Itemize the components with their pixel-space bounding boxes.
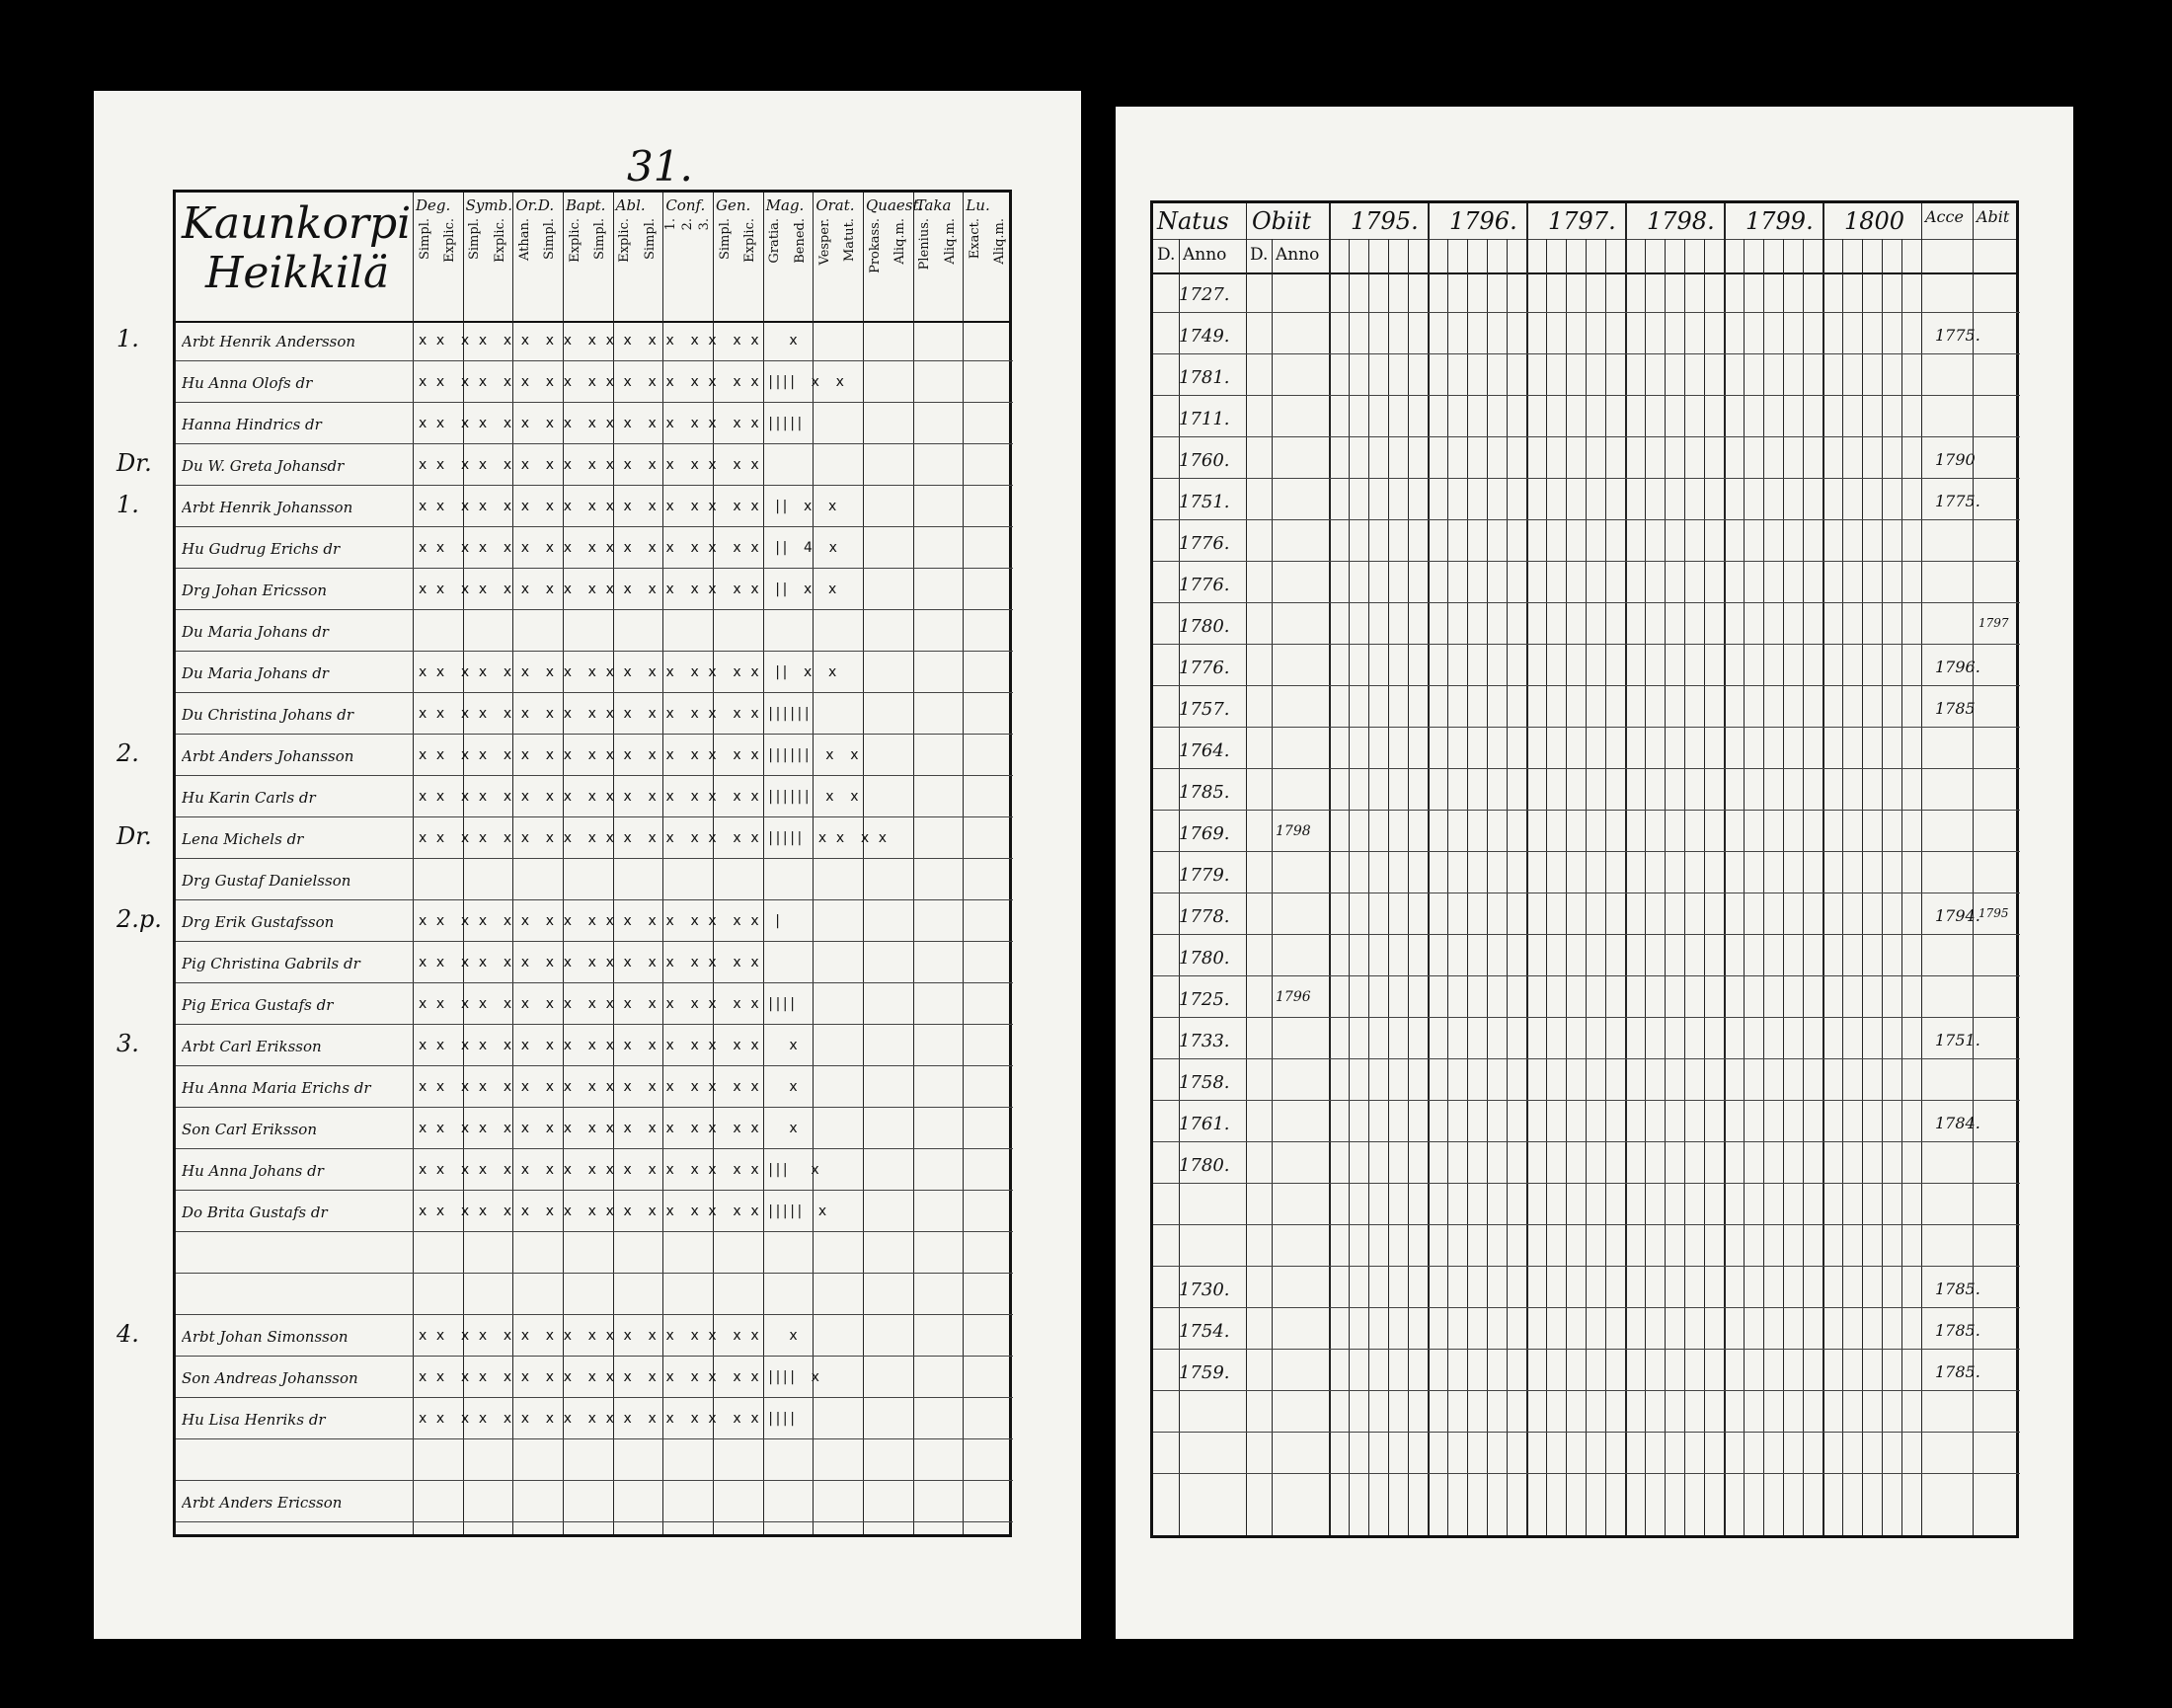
person-name: Arbt Anders Johansson [182, 747, 354, 765]
column-subheader: Explic. [442, 218, 457, 263]
row-divider [176, 485, 1013, 486]
register-row [116, 1316, 1013, 1356]
household-number: Dr. [116, 822, 152, 850]
register-row [176, 943, 1013, 982]
birth-year: 1780. [1179, 1155, 1230, 1176]
birth-year: 1776. [1179, 658, 1230, 678]
register-row [116, 901, 1013, 941]
register-row [1153, 729, 2020, 768]
register-row [1153, 314, 2020, 353]
row-divider [176, 609, 1013, 610]
register-row [176, 1150, 1013, 1190]
exam-marks: x x x x x x x x x x x x x x x x x |||||| [419, 706, 813, 722]
row-divider [1153, 934, 2020, 935]
exam-marks: x x x x x x x x x x x x x x x x x |||||| x x [419, 789, 862, 805]
person-name: Du Maria Johans dr [182, 623, 329, 641]
row-divider [1153, 727, 2020, 728]
year-header: Obiit [1252, 207, 1312, 235]
row-divider [1153, 1183, 2020, 1184]
exam-marks: x x x x x x x x x x x x x x x x x x [419, 1038, 801, 1053]
exam-marks: x x x x x x x x x x x x x x x x x [419, 457, 762, 473]
person-name: Lena Michels dr [182, 830, 304, 848]
birth-year: 1725. [1179, 989, 1230, 1010]
year-header: 1799. [1745, 207, 1814, 235]
row-divider [1153, 353, 2020, 354]
household-number: 4. [116, 1320, 139, 1348]
row-divider [176, 1314, 1013, 1315]
year-header: 1800 [1844, 207, 1905, 235]
row-divider [176, 1231, 1013, 1232]
column-subheader: Aliq.m. [992, 218, 1008, 265]
exam-marks: x x x x x x x x x x x x x x x x x x [419, 1079, 801, 1095]
column-subheader: Vesper. [817, 218, 832, 266]
column-header: Abl. [615, 196, 646, 214]
register-row [1153, 355, 2020, 395]
arrival-year: 1785. [1935, 1362, 1980, 1381]
column-header: Lu. [966, 196, 990, 214]
register-row [176, 1399, 1013, 1438]
row-divider [1153, 519, 2020, 520]
register-row [1153, 438, 2020, 478]
household-number: 1. [116, 325, 139, 352]
register-row [176, 860, 1013, 899]
register-row [1153, 936, 2020, 975]
column-subheader: Gratia. [767, 218, 783, 264]
row-divider [176, 982, 1013, 983]
birth-year: 1754. [1179, 1321, 1230, 1342]
column-subheader: Prokass. [867, 218, 883, 273]
register-row [176, 528, 1013, 568]
column-header: Conf. [665, 196, 706, 214]
column-header: Symb. [465, 196, 512, 214]
row-divider [1153, 1058, 2020, 1059]
exam-marks: x x x x x x x x x x x x x x x x x |||| x [419, 1369, 822, 1385]
register-row [1153, 812, 2020, 851]
row-divider [1153, 1307, 2020, 1308]
column-subheader: Explic. [617, 218, 633, 263]
household-number: 2.p. [116, 905, 162, 933]
birth-year: 1711. [1179, 409, 1230, 429]
column-subheader: Explic. [567, 218, 582, 263]
row-divider [1153, 1432, 2020, 1433]
column-subheader: 2. [679, 218, 695, 231]
register-row [1153, 1434, 2020, 1473]
row-divider [1153, 1100, 2020, 1101]
column-subheader: Matut. [842, 218, 858, 263]
register-row [176, 1067, 1013, 1107]
year-header: 1795. [1351, 207, 1419, 235]
row-divider [1153, 768, 2020, 769]
register-row [1153, 646, 2020, 685]
row-divider [1153, 1473, 2020, 1474]
death-year: 1796 [1276, 989, 1311, 1005]
village-name: Kaunkorpi [182, 198, 412, 249]
row-divider [176, 1273, 1013, 1274]
exam-marks: x x x x x x x x x x x x x x x x x ||| x [419, 1162, 822, 1178]
person-name: Drg Johan Ericsson [182, 582, 328, 599]
column-subheader: Anno [1183, 245, 1227, 265]
register-row [176, 362, 1013, 402]
column-subheader: Simpl. [467, 218, 483, 261]
register-row [176, 1440, 1013, 1480]
row-divider [1153, 561, 2020, 562]
person-name: Do Brita Gustafs dr [182, 1203, 328, 1221]
exam-marks: x x x x x x x x x x x x x x x x x x [419, 1328, 801, 1344]
dates-table [1150, 200, 2019, 1538]
register-row [1153, 770, 2020, 810]
household-number: 2. [116, 739, 139, 767]
row-divider [1153, 1141, 2020, 1142]
birth-year: 1757. [1179, 699, 1230, 720]
farm-name: Heikkilä [205, 248, 390, 298]
register-row [176, 1275, 1013, 1314]
death-year: 1798 [1276, 823, 1311, 839]
row-divider [1153, 1266, 2020, 1267]
row-divider [1153, 395, 2020, 396]
arrival-year: 1785 [1935, 699, 1976, 718]
column-header: Mag. [765, 196, 805, 214]
year-header: Natus [1157, 207, 1229, 235]
row-divider [176, 1024, 1013, 1025]
register-row [1153, 1185, 2020, 1224]
column-subheader: Athan. [517, 218, 532, 262]
column-subheader: D. [1250, 245, 1269, 265]
column-header: Taka [915, 196, 952, 214]
register-row [176, 1233, 1013, 1273]
register-row [1153, 1392, 2020, 1432]
register-row [1153, 687, 2020, 727]
arrival-year: 1785. [1935, 1280, 1980, 1298]
person-name: Hanna Hindrics dr [182, 416, 322, 433]
header-divider [1153, 239, 2016, 240]
register-row [1153, 397, 2020, 436]
column-subheader: 1. [662, 218, 678, 231]
arrival-year: 1785. [1935, 1321, 1980, 1340]
birth-year: 1780. [1179, 616, 1230, 637]
column-subheader: Simpl. [642, 218, 658, 261]
row-divider [176, 651, 1013, 652]
person-name: Hu Karin Carls dr [182, 789, 316, 807]
departure-note: 1795 [1978, 906, 2009, 920]
row-divider [176, 1148, 1013, 1149]
person-name: Arbt Carl Eriksson [182, 1038, 322, 1055]
row-divider [1153, 436, 2020, 437]
register-row [176, 570, 1013, 609]
birth-year: 1769. [1179, 823, 1230, 844]
exam-marks: x x x x x x x x x x x x x x x x x |||| [419, 996, 798, 1012]
register-row [176, 777, 1013, 816]
birth-year: 1778. [1179, 906, 1230, 927]
person-name: Drg Gustaf Danielsson [182, 872, 351, 890]
person-name: Du Maria Johans dr [182, 664, 329, 682]
exam-marks: x x x x x x x x x x x x x x x x x ||||| x x x x [419, 830, 890, 846]
row-divider [1153, 1349, 2020, 1350]
register-row [1153, 1268, 2020, 1307]
household-number: 1. [116, 491, 139, 518]
register-row [1153, 1102, 2020, 1141]
person-name: Drg Erik Gustafsson [182, 913, 335, 931]
register-row [1153, 521, 2020, 561]
person-name: Arbt Henrik Johansson [182, 499, 353, 516]
exam-marks: x x x x x x x x x x x x x x x x x |||| x x [419, 374, 847, 390]
register-row [176, 404, 1013, 443]
birth-year: 1780. [1179, 948, 1230, 969]
arrival-year: 1751. [1935, 1031, 1980, 1049]
birth-year: 1759. [1179, 1362, 1230, 1383]
row-divider [176, 816, 1013, 817]
exam-marks: x x x x x x x x x x x x x x x x x x [419, 333, 801, 349]
column-subheader: Simpl. [592, 218, 607, 261]
catechism-table [116, 190, 1012, 1537]
departure-note: 1797 [1978, 616, 2009, 630]
exam-marks: x x x x x x x x x x x x x x x x x | [419, 913, 783, 929]
birth-year: 1760. [1179, 450, 1230, 471]
row-divider [176, 692, 1013, 693]
birth-year: 1730. [1179, 1280, 1230, 1300]
register-row [1153, 604, 2020, 644]
arrival-year: 1784. [1935, 1114, 1980, 1132]
register-row [1153, 853, 2020, 893]
column-header: Quaest. [866, 196, 924, 214]
row-divider [176, 1480, 1013, 1481]
person-name: Pig Erica Gustafs dr [182, 996, 334, 1014]
register-row [176, 1109, 1013, 1148]
register-row [1153, 1226, 2020, 1266]
register-row [116, 487, 1013, 526]
left-page [94, 91, 1081, 1639]
row-divider [1153, 478, 2020, 479]
exam-marks: x x x x x x x x x x x x x x x x x || x x [419, 499, 839, 514]
row-divider [1153, 1224, 2020, 1225]
row-divider [176, 1356, 1013, 1357]
birth-year: 1776. [1179, 575, 1230, 595]
register-row [176, 1482, 1013, 1521]
row-divider [176, 526, 1013, 527]
person-name: Arbt Johan Simonsson [182, 1328, 349, 1346]
register-row [1153, 977, 2020, 1017]
birth-year: 1733. [1179, 1031, 1230, 1051]
person-name: Du Christina Johans dr [182, 706, 354, 724]
birth-year: 1781. [1179, 367, 1230, 388]
row-divider [1153, 810, 2020, 811]
column-subheader: Simpl. [542, 218, 558, 261]
column-header: Gen. [716, 196, 751, 214]
year-header: 1796. [1449, 207, 1517, 235]
birth-year: 1727. [1179, 284, 1230, 305]
person-name: Hu Anna Olofs dr [182, 374, 313, 392]
column-subheader: Explic. [742, 218, 757, 263]
row-divider [1153, 602, 2020, 603]
column-subheader: Bened. [792, 218, 808, 264]
row-divider [1153, 851, 2020, 852]
register-row [1153, 1143, 2020, 1183]
column-subheader: Simpl. [717, 218, 733, 261]
person-name: Son Andreas Johansson [182, 1369, 358, 1387]
column-subheader: Plenius. [917, 218, 933, 271]
register-row [116, 1026, 1013, 1065]
row-divider [176, 568, 1013, 569]
row-divider [1153, 1017, 2020, 1018]
register-row [176, 1192, 1013, 1231]
row-divider [176, 941, 1013, 942]
register-row [116, 445, 1013, 485]
exam-marks: x x x x x x x x x x x x x x x x x ||||| [419, 416, 805, 431]
row-divider [176, 1438, 1013, 1439]
arrival-year: 1775. [1935, 492, 1980, 510]
column-subheader: 3. [696, 218, 712, 231]
year-header: 1798. [1647, 207, 1715, 235]
row-divider [1153, 685, 2020, 686]
register-row [176, 1358, 1013, 1397]
arrival-year: 1794. [1935, 906, 1980, 925]
column-subheader: Anno [1276, 245, 1320, 265]
row-divider [176, 858, 1013, 859]
exam-marks: x x x x x x x x x x x x x x x x x |||||| x x [419, 747, 862, 763]
register-row [176, 984, 1013, 1024]
row-divider [176, 1107, 1013, 1108]
year-header: 1797. [1548, 207, 1616, 235]
register-row [1153, 563, 2020, 602]
row-divider [176, 1397, 1013, 1398]
column-header: Deg. [416, 196, 451, 214]
birth-year: 1779. [1179, 865, 1230, 886]
person-name: Arbt Henrik Andersson [182, 333, 356, 350]
person-name: Hu Anna Johans dr [182, 1162, 324, 1180]
register-row [176, 611, 1013, 651]
birth-year: 1785. [1179, 782, 1230, 803]
right-page [1116, 107, 2073, 1639]
row-divider [176, 443, 1013, 444]
column-subheader: Explic. [492, 218, 507, 263]
exam-marks: x x x x x x x x x x x x x x x x x || 4 x [419, 540, 840, 556]
birth-year: 1758. [1179, 1072, 1230, 1093]
exam-marks: x x x x x x x x x x x x x x x x x ||||| x [419, 1203, 829, 1219]
birth-year: 1764. [1179, 740, 1230, 761]
person-name: Arbt Anders Ericsson [182, 1494, 343, 1512]
register-row [1153, 480, 2020, 519]
register-row [1153, 1309, 2020, 1349]
column-subheader: Aliq.m. [892, 218, 907, 265]
person-name: Hu Gudrug Erichs dr [182, 540, 341, 558]
household-number: 3. [116, 1030, 139, 1057]
exam-marks: x x x x x x x x x x x x x x x x x || x x [419, 664, 839, 680]
column-subheader: Exact. [968, 218, 982, 260]
household-number: Dr. [116, 449, 152, 477]
year-header: Abit [1977, 207, 2010, 226]
register-row [1153, 894, 2020, 934]
register-row [116, 321, 1013, 360]
person-name: Hu Anna Maria Erichs dr [182, 1079, 371, 1097]
register-row [1153, 1060, 2020, 1100]
row-divider [176, 899, 1013, 900]
birth-year: 1761. [1179, 1114, 1230, 1134]
birth-year: 1749. [1179, 326, 1230, 347]
exam-marks: x x x x x x x x x x x x x x x x x x [419, 1121, 801, 1136]
exam-marks: x x x x x x x x x x x x x x x x x [419, 955, 762, 970]
person-name: Pig Christina Gabrils dr [182, 955, 360, 972]
column-header: Or.D. [515, 196, 555, 214]
arrival-year: 1775. [1935, 326, 1980, 345]
column-subheader: Simpl. [417, 218, 432, 261]
row-divider [1153, 312, 2020, 313]
column-header: Orat. [815, 196, 855, 214]
register-row [1153, 272, 2020, 312]
row-divider [176, 402, 1013, 403]
exam-marks: x x x x x x x x x x x x x x x x x || x x [419, 582, 839, 597]
register-row [1153, 1351, 2020, 1390]
arrival-year: 1790 [1935, 450, 1976, 469]
person-name: Son Carl Eriksson [182, 1121, 317, 1138]
row-divider [176, 1521, 1013, 1522]
person-name: Du W. Greta Johansdr [182, 457, 345, 475]
column-header: Bapt. [566, 196, 606, 214]
row-divider [176, 734, 1013, 735]
page-number: 31. [627, 142, 693, 191]
register-row [176, 694, 1013, 734]
row-divider [1153, 1390, 2020, 1391]
year-header: Acce [1925, 207, 1964, 226]
birth-year: 1751. [1179, 492, 1230, 512]
row-divider [176, 775, 1013, 776]
row-divider [176, 1190, 1013, 1191]
row-divider [1153, 644, 2020, 645]
person-name: Hu Lisa Henriks dr [182, 1411, 326, 1429]
birth-year: 1776. [1179, 533, 1230, 554]
row-divider [176, 1065, 1013, 1066]
column-subheader: Aliq.m. [942, 218, 958, 265]
row-divider [176, 360, 1013, 361]
register-row [176, 653, 1013, 692]
register-row [116, 736, 1013, 775]
column-subheader: D. [1157, 245, 1176, 265]
row-divider [1153, 975, 2020, 976]
register-row [116, 818, 1013, 858]
arrival-year: 1796. [1935, 658, 1980, 676]
register-row [1153, 1019, 2020, 1058]
exam-marks: x x x x x x x x x x x x x x x x x |||| [419, 1411, 798, 1427]
